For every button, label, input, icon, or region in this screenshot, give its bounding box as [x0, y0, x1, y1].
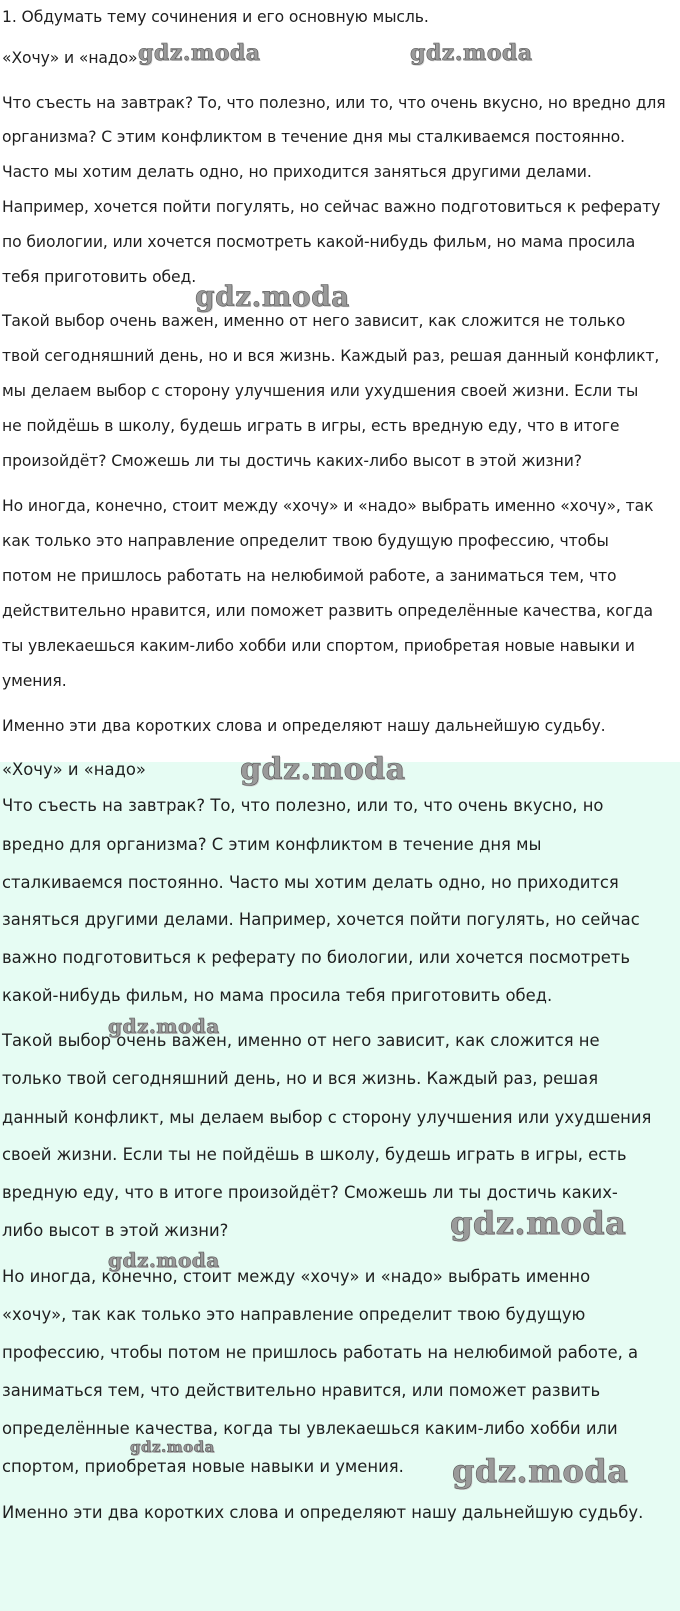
text-line: вредно для организма? С этим конфликтом в течение дня мы [2, 835, 542, 854]
text-line: Часто мы хотим делать одно, но приходится заняться другими делами. [2, 163, 592, 181]
text-line: не пойдёшь в школу, будешь играть в игры, есть вредную еду, что в итоге [2, 417, 620, 435]
text-line: заняться другими делами. Например, хочется пойти погулять, но сейчас [2, 910, 640, 929]
text-line: какой-нибудь фильм, но мама просила тебя приготовить обед. [2, 986, 553, 1005]
watermark: gdz.moda [130, 1438, 215, 1456]
text-line: либо высот в этой жизни? [2, 1221, 229, 1240]
task-heading: 1. Обдумать тему сочинения и его основную мысль. [2, 8, 429, 26]
original-text-section [0, 0, 680, 762]
text-line: профессию, чтобы потом не пришлось работать на нелюбимой работе, а [2, 1343, 639, 1362]
watermark: gdz.moda [410, 40, 533, 66]
text-line: ты увлекаешься каким-либо хобби или спортом, приобретая новые навыки и [2, 637, 635, 655]
text-line: организма? С этим конфликтом в течение дня мы сталкиваемся постоянно. [2, 128, 625, 146]
watermark: gdz.moda [138, 40, 261, 66]
highlighted-text-section [0, 752, 680, 1611]
essay-title: «Хочу» и «надо» [2, 760, 146, 779]
text-line: сталкиваемся постоянно. Часто мы хотим делать одно, но приходится [2, 873, 619, 892]
text-line: Такой выбор очень важен, именно от него зависит, как сложится не только [2, 312, 626, 330]
text-line: Что съесть на завтрак? То, что полезно, или то, что очень вкусно, но [2, 796, 604, 815]
text-line: потом не пришлось работать на нелюбимой работе, а заниматься тем, что [2, 567, 617, 585]
text-line: Например, хочется пойти погулять, но сейчас важно подготовиться к реферату [2, 198, 661, 216]
watermark: gdz.moda [195, 280, 350, 313]
text-line: Такой выбор очень важен, именно от него зависит, как сложится не [2, 1031, 600, 1050]
text-line: Именно эти два коротких слова и определяют нашу дальнейшую судьбу. [2, 717, 606, 735]
essay-title: «Хочу» и «надо» [2, 49, 138, 67]
text-line: тебя приготовить обед. [2, 268, 197, 286]
text-line: по биологии, или хочется посмотреть какой-нибудь фильм, но мама просила [2, 233, 636, 251]
text-line: данный конфликт, мы делаем выбор с сторону улучшения или ухудшения [2, 1108, 652, 1127]
text-line: определённые качества, когда ты увлекаешься каким-либо хобби или [2, 1419, 618, 1438]
watermark: gdz.moda [240, 752, 406, 787]
text-line: произойдёт? Сможешь ли ты достичь каких-либо высот в этой жизни? [2, 452, 582, 470]
text-line: «хочу», так как только это направление определит твою будущую [2, 1305, 586, 1324]
watermark: gdz.moda [108, 1248, 220, 1272]
watermark: gdz.moda [450, 1204, 627, 1242]
text-line: Что съесть на завтрак? То, что полезно, или то, что очень вкусно, но вредно для [2, 94, 666, 112]
text-line: Но иногда, конечно, стоит между «хочу» и «надо» выбрать именно «хочу», так [2, 497, 654, 515]
text-line: мы делаем выбор с сторону улучшения или ухудшения своей жизни. Если ты [2, 382, 639, 400]
text-line: заниматься тем, что действительно нравится, или поможет развить [2, 1381, 601, 1400]
text-line: как только это направление определит твою будущую профессию, чтобы [2, 532, 609, 550]
text-line: спортом, приобретая новые навыки и умения. [2, 1457, 404, 1476]
text-line: своей жизни. Если ты не пойдёшь в школу, будешь играть в игры, есть [2, 1145, 627, 1164]
text-line: умения. [2, 672, 67, 690]
text-line: только твой сегодняшний день, но и вся жизнь. Каждый раз, решая [2, 1069, 599, 1088]
text-line: действительно нравится, или поможет развить определённые качества, когда [2, 602, 653, 620]
text-line: вредную еду, что в итоге произойдёт? Сможешь ли ты достичь каких- [2, 1183, 618, 1202]
text-line: важно подготовиться к реферату по биологии, или хочется посмотреть [2, 948, 631, 967]
text-line: Но иногда, конечно, стоит между «хочу» и «надо» выбрать именно [2, 1267, 591, 1286]
watermark: gdz.moda [452, 1452, 629, 1490]
text-line: твой сегодняшний день, но и вся жизнь. Каждый раз, решая данный конфликт, [2, 347, 660, 365]
text-line: Именно эти два коротких слова и определяют нашу дальнейшую судьбу. [2, 1503, 644, 1522]
watermark: gdz.moda [108, 1014, 220, 1038]
